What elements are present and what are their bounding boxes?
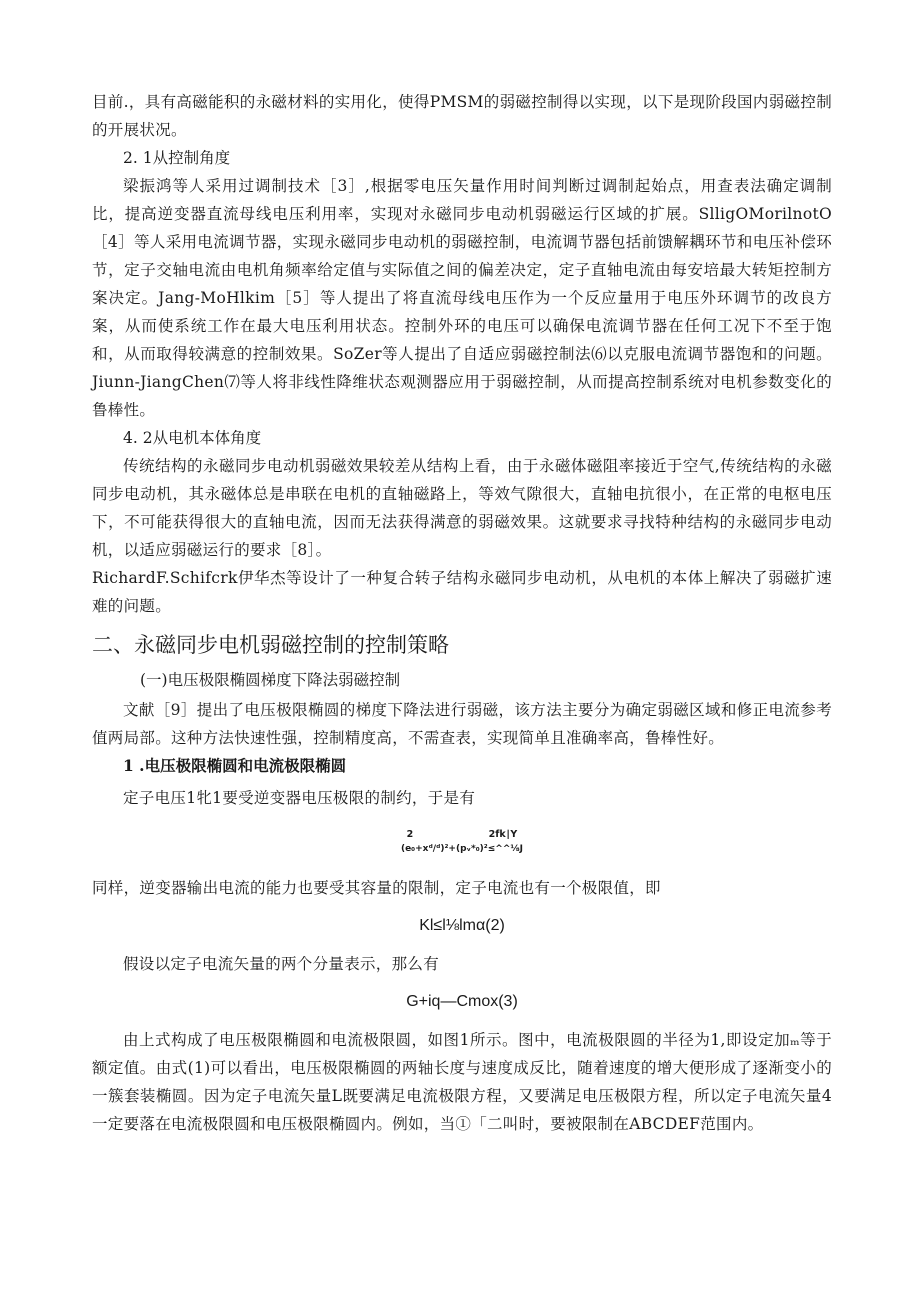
paragraph-current-limit: 同样，逆变器输出电流的能力也要受其容量的限制，定子电流也有一个极限值，即 [92, 879, 661, 897]
equation-3: G+iq—Cmox(3) [406, 993, 518, 1010]
equation-2: Kl≤l⅛lmα(2) [419, 917, 505, 934]
formula-1-top-left: 2 [406, 829, 414, 840]
formula-1-bottom: (e₀+xᵈ∕ᵈ)²+(pᵥ*₀)²≤^^⅛J [400, 844, 524, 854]
formula-1-top-right: 2fk∣Y [488, 829, 518, 840]
paragraph-voltage-limit: 定子电压1牝1要受逆变器电压极限的制约，于是有 [123, 789, 476, 807]
paragraph-gradient-method: 文献［9］提出了电压极限椭圆的梯度下降法进行弱磁，该方法主要分为确定弱磁区域和修正电流参考值两局部。这种方法快速性强，控制精度高，不需查表，实现简单且准确率高，鲁棒性好。 [92, 701, 832, 747]
paragraph-intro: 目前.，具有高磁能积的永磁材料的实用化，使得PMSM的弱磁控制得以实现，以下是现阶段国内弱磁控制的开展状况。 [92, 93, 832, 139]
formula-1 [92, 828, 832, 856]
item-1-heading: 1 .电压极限椭圆和电流极限椭圆 [123, 756, 347, 775]
subsection-one-heading: (一)电压极限椭圆梯度下降法弱磁控制 [140, 671, 401, 689]
section-2-1-heading: 2. 1从控制角度 [123, 149, 231, 167]
section-4-2-heading: 4. 2从电机本体角度 [123, 429, 262, 447]
paragraph-control-angle: 梁振鸿等人采用过调制技术［3］,根据零电压矢量作用时间判断过调制起始点，用查表法确定调制比，提高逆变器直流母线电压利用率，实现对永磁同步电动机弱磁运行区域的扩展。SlligOMorilnotO［4］等人采用电流调节器，实现永磁同步电动机的弱磁控制，电流调节器包括前馈解耦环节和电压补偿环节，定子交轴电流由电机角频率给定值与实际值之间的偏差决定，定子直轴电流由每安培最大转矩控制方案决定。Jang-MoHlkim［5］等人提出了将直流母线电压作为一个反应量用于电压外环调节的改良方案，从而使系统工作在最大电压利用状态。控制外环的电压可以确保电流调节器在任何工况下不至于饱和，从而取得较满意的控制效果。SoZer等人提出了自适应弱磁控制法⑹以克服电流调节器饱和的问题。Jiunn-JiangChen⑺等人将非线性降维状态观测器应用于弱磁控制，从而提高控制系统对电机参数变化的鲁棒性。 [92, 177, 832, 419]
paragraph-components: 假设以定子电流矢量的两个分量表示，那么有 [123, 955, 440, 973]
paragraph-schifcrk: RichardF.Schifcrk伊华杰等设计了一种复合转子结构永磁同步电动机，从电机的本体上解决了弱磁扩速难的问题。 [92, 569, 832, 615]
section-two-heading: 二、永磁同步电机弱磁控制的控制策略 [92, 633, 449, 657]
document-page [92, 88, 832, 1138]
paragraph-ellipse: 由上式构成了电压极限椭圆和电流极限圆，如图1所示。图中，电流极限圆的半径为1,即设定加ₘ等于额定值。由式(1)可以看出，电压极限椭圆的两轴长度与速度成反比，随着速度的增大便形成了逐渐变小的一簇套装椭圆。因为定子电流矢量L既要满足电流极限方程，又要满足电压极限方程，所以定子电流矢量4一定要落在电流极限圆和电压极限椭圆内。例如，当①「二叫时，要被限制在ABCDEF范围内。 [92, 1031, 832, 1133]
paragraph-motor-body: 传统结构的永磁同步电动机弱磁效果较差从结构上看，由于永磁体磁阻率接近于空气,传统结构的永磁同步电动机，其永磁体总是串联在电机的直轴磁路上，等效气隙很大，直轴电抗很小，在正常的电枢电压下，不可能获得很大的直轴电流，因而无法获得满意的弱磁效果。这就要求寻找特种结构的永磁同步电动机，以适应弱磁运行的要求［8］。 [92, 457, 832, 559]
